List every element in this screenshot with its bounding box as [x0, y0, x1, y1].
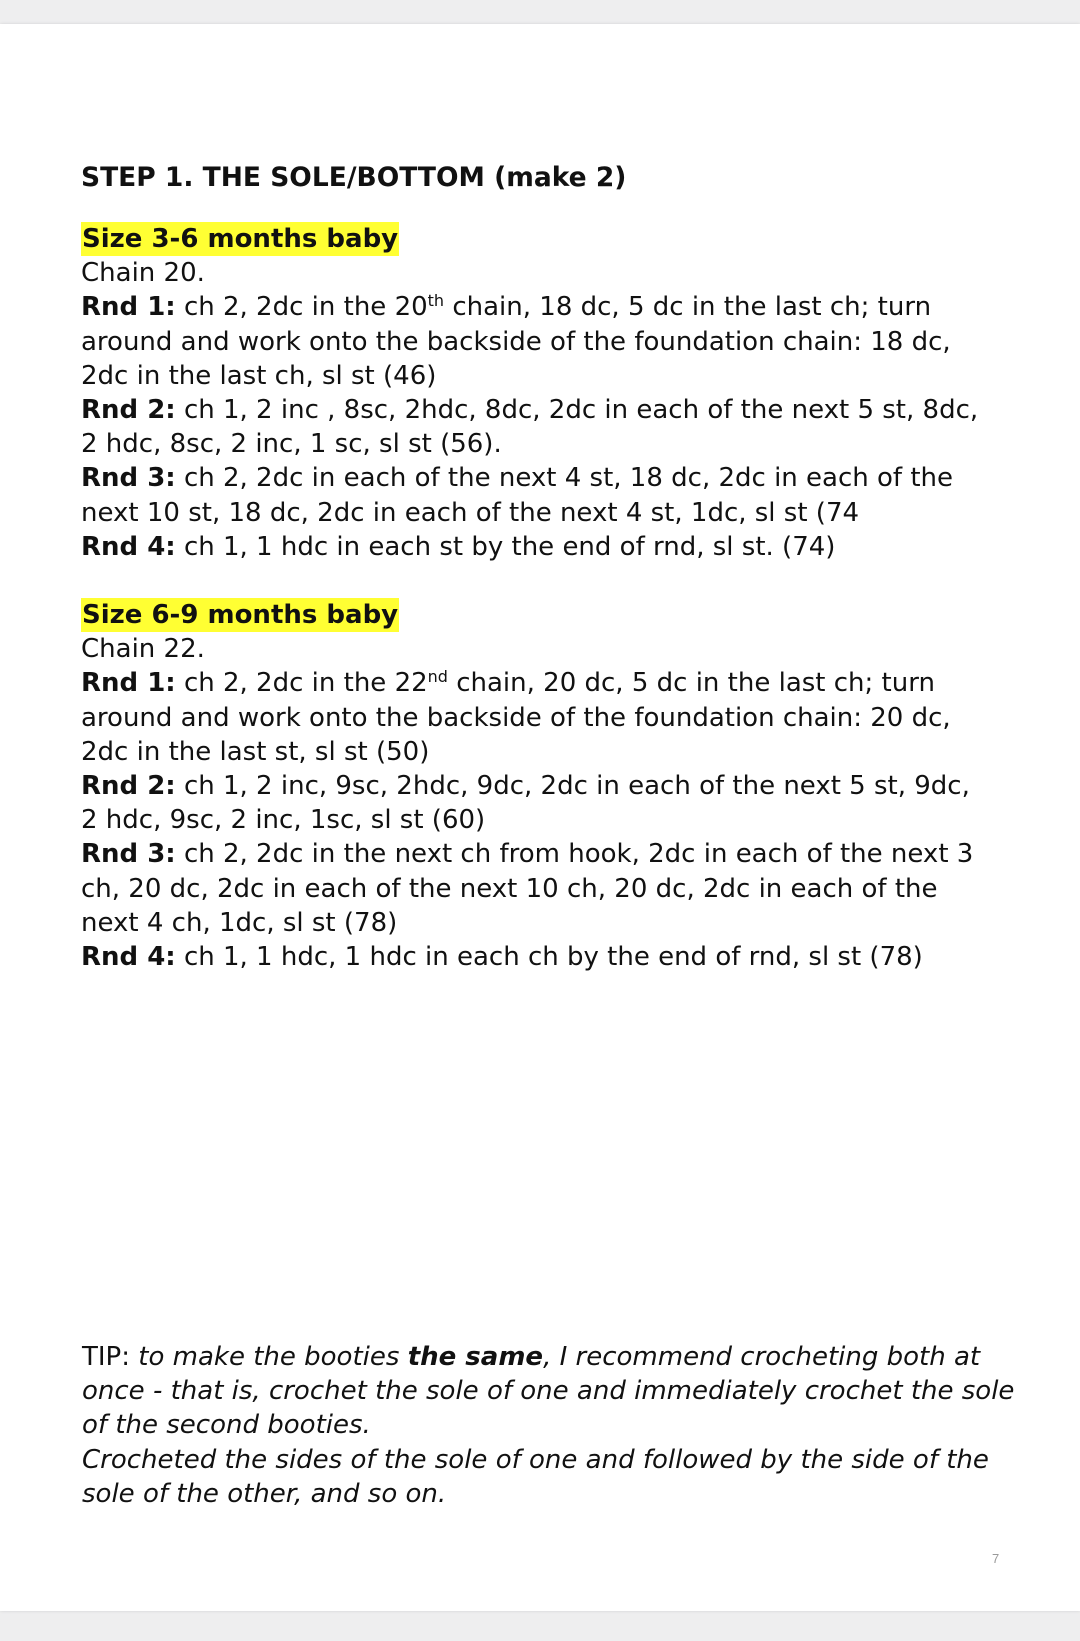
rnd-text: chain, 18 dc, 5 dc in the last ch; turn — [444, 292, 932, 323]
tip-text: to make the booties — [138, 1342, 408, 1372]
ordinal-suffix: nd — [427, 667, 448, 687]
size-6-9-chain: Chain 22. — [81, 634, 205, 665]
size-3-6-rnd4-line1 — [81, 530, 1041, 564]
rnd-label: Rnd 2: — [81, 771, 176, 802]
tip-line1 — [82, 1340, 1022, 1374]
size-6-9-heading: Size 6-9 months baby — [81, 598, 399, 632]
size-6-9-section — [81, 598, 1041, 974]
size-3-6-rnd1-line1 — [81, 290, 1041, 324]
tip-line3: of the second booties. — [82, 1410, 371, 1441]
rnd-label: Rnd 4: — [81, 531, 176, 562]
size-6-9-rnd2-line1 — [81, 769, 1041, 803]
rnd-label: Rnd 1: — [81, 292, 176, 323]
rnd-text: ch 2, 2dc in each of the next 4 st, 18 dc, 2dc in each of the — [175, 463, 954, 494]
document-page — [0, 24, 1080, 1611]
size-6-9-rnd1-line3: 2dc in the last st, sl st (50) — [81, 736, 430, 767]
rnd-text: ch 1, 1 hdc, 1 hdc in each ch by the end of rnd, sl st (78) — [175, 942, 923, 973]
rnd-label: Rnd 2: — [81, 395, 176, 426]
page-number: 7 — [992, 1551, 1000, 1566]
size-3-6-chain: Chain 20. — [81, 258, 205, 289]
rnd-label: Rnd 4: — [81, 942, 176, 973]
size-3-6-rnd2-line2: 2 hdc, 8sc, 2 inc, 1 sc, sl st (56). — [81, 429, 502, 460]
rnd-label: Rnd 3: — [81, 839, 176, 870]
size-3-6-rnd3-line2: next 10 st, 18 dc, 2dc in each of the next 4 st, 1dc, sl st (74 — [81, 497, 860, 528]
tip-emphasis: the same — [407, 1342, 544, 1372]
rnd-text: ch 2, 2dc in the 22 — [175, 668, 428, 699]
size-6-9-rnd3-line1 — [81, 837, 1041, 871]
tip-section — [82, 1340, 1022, 1511]
size-3-6-rnd1-line3: 2dc in the last ch, sl st (46) — [81, 360, 437, 391]
tip-prefix: TIP: — [82, 1342, 139, 1372]
size-6-9-rnd3-line2: ch, 20 dc, 2dc in each of the next 10 ch, 20 dc, 2dc in each of the — [81, 873, 938, 904]
size-3-6-section — [81, 222, 1041, 564]
pattern-content — [81, 161, 1041, 974]
rnd-text: ch 2, 2dc in the next ch from hook, 2dc in each of the next 3 — [175, 839, 974, 870]
tip-line2: once - that is, crochet the sole of one and immediately crochet the sole — [82, 1376, 1015, 1407]
size-6-9-rnd4-line1 — [81, 940, 1041, 974]
rnd-label: Rnd 3: — [81, 463, 176, 494]
size-6-9-rnd2-line2: 2 hdc, 9sc, 2 inc, 1sc, sl st (60) — [81, 805, 486, 836]
ordinal-suffix: th — [427, 291, 445, 311]
size-6-9-rnd1-line2: around and work onto the backside of the foundation chain: 20 dc, — [81, 702, 951, 733]
rnd-text: ch 1, 2 inc , 8sc, 2hdc, 8dc, 2dc in each of the next 5 st, 8dc, — [175, 395, 979, 426]
rnd-text: ch 1, 1 hdc in each st by the end of rnd, sl st. (74) — [175, 531, 836, 562]
tip-line5: sole of the other, and so on. — [82, 1478, 447, 1509]
tip-line4: Crocheted the sides of the sole of one and followed by the side of the — [82, 1444, 989, 1475]
rnd-text: chain, 20 dc, 5 dc in the last ch; turn — [447, 668, 935, 699]
size-3-6-heading: Size 3-6 months baby — [81, 222, 399, 256]
size-3-6-rnd3-line1 — [81, 461, 1041, 495]
rnd-text: ch 1, 2 inc, 9sc, 2hdc, 9dc, 2dc in each of the next 5 st, 9dc, — [175, 771, 970, 802]
step-title: STEP 1. THE SOLE/BOTTOM (make 2) — [81, 162, 627, 193]
rnd-label: Rnd 1: — [81, 668, 176, 699]
rnd-text: ch 2, 2dc in the 20 — [175, 292, 428, 323]
size-6-9-rnd3-line3: next 4 ch, 1dc, sl st (78) — [81, 907, 398, 938]
size-3-6-rnd2-line1 — [81, 393, 1041, 427]
size-6-9-rnd1-line1 — [81, 666, 1041, 700]
tip-text: , I recommend crocheting both at — [543, 1342, 981, 1372]
size-3-6-rnd1-line2: around and work onto the backside of the foundation chain: 18 dc, — [81, 326, 951, 357]
